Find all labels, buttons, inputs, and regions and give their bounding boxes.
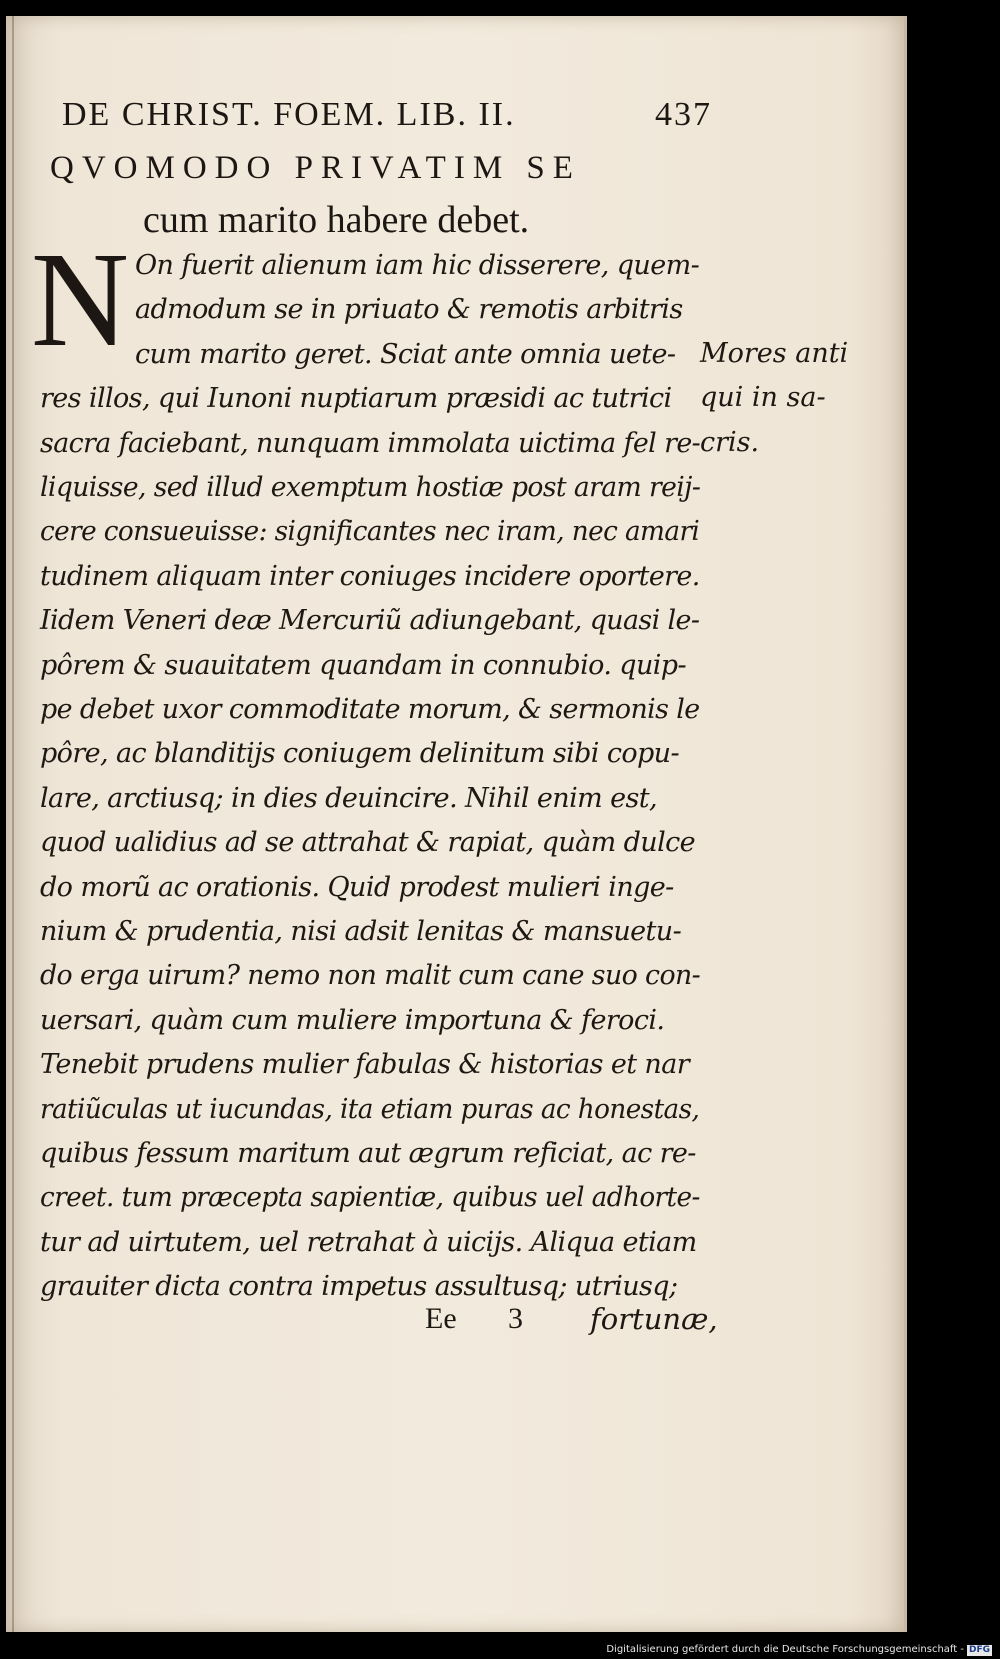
running-head (62, 96, 712, 134)
body-line: cum marito geret. Sciat ante omnia uete- (135, 338, 676, 370)
marginal-note-line: qui in sa- (700, 382, 826, 414)
footer-text: Digitalisierung gefördert durch die Deutsche Forschungsgemeinschaft - (606, 1644, 964, 1655)
body-line: ratiũculas ut iucundas, ita etiam puras ac honestas, (40, 1093, 700, 1125)
body-line: sacra faciebant, nunquam immolata uictima fel re- (40, 427, 701, 459)
body-line: pe debet uxor commoditate morum, & sermonis le (40, 694, 700, 725)
signature-mark: Ee (425, 1302, 457, 1335)
body-line: cere consueuisse: significantes nec iram, nec amari (40, 516, 700, 548)
body-line: tudinem aliquam inter coniuges incidere oportere. (40, 560, 700, 592)
body-line: grauiter dicta contra impetus assultusq; utriusq; (40, 1271, 678, 1303)
body-line: Tenebit prudens mulier fabulas & historias et nar (40, 1049, 690, 1081)
body-line: uersari, quàm cum muliere importuna & feroci. (40, 1004, 665, 1036)
body-line: pôre, ac blanditijs coniugem delinitum sibi copu- (40, 738, 679, 770)
body-line: creet. tum præcepta sapientiæ, quibus uel adhorte- (40, 1182, 700, 1214)
body-line: nium & prudentia, nisi adsit lenitas & mansuetu- (40, 916, 682, 947)
body-line: tur ad uirtutem, uel retrahat à uicijs. Aliqua etiam (40, 1226, 697, 1258)
digitization-footer (606, 1644, 992, 1656)
body-line: liquisse, sed illud exemptum hostiæ post aram reij- (40, 472, 701, 503)
chapter-heading-line-2: cum marito habere debet. (143, 199, 530, 241)
page-gutter-edge (12, 16, 14, 1632)
signature-number: 3 (508, 1302, 523, 1335)
folio-number: 437 (655, 96, 712, 133)
body-line: On fuerit alienum iam hic disserere, quem- (135, 250, 700, 281)
catchword: fortunæ, (590, 1302, 718, 1336)
body-line: quod ualidius ad se attrahat & rapiat, quàm dulce (40, 827, 696, 859)
chapter-heading-line-1: QVOMODO PRIVATIM SE (50, 150, 581, 186)
body-line: quibus fessum maritum aut ægrum reficiat, ac re- (40, 1138, 696, 1169)
drop-cap-initial: N (30, 225, 130, 375)
body-line: do morũ ac orationis. Quid prodest mulieri inge- (40, 871, 674, 903)
body-line: pôrem & suauitatem quandam in connubio. quip- (40, 649, 687, 681)
marginal-note-line: cris. (700, 426, 760, 458)
body-line: do erga uirum? nemo non malit cum cane suo con- (40, 960, 701, 992)
body-line: lare, arctiusq; in dies deuincire. Nihil enim est, (40, 782, 657, 814)
body-line: admodum se in priuato & remotis arbitris (135, 294, 683, 326)
marginal-note-line: Mores anti (700, 338, 849, 369)
running-head-title: DE CHRIST. FOEM. LIB. II. (62, 96, 516, 133)
dfg-logo: DFG (968, 1645, 990, 1655)
body-line: Iidem Veneri deæ Mercuriũ adiungebant, quasi le- (40, 605, 700, 637)
body-line: res illos, qui Iunoni nuptiarum præsidi ac tutrici (40, 383, 672, 415)
